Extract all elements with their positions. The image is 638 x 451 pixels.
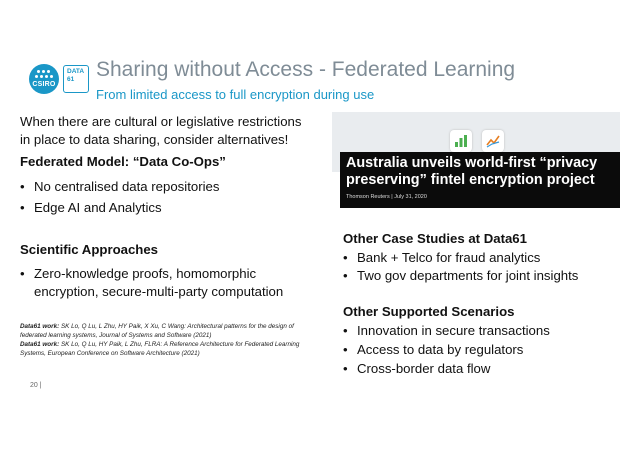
reference-2-text: SK Lo, Q Lu, HY Paik, L Zhu, FLRA: A Reference Architecture for Federated Learning Systems, European Conference on Software Architecture (2021) bbox=[20, 341, 300, 357]
reference-1 bbox=[20, 322, 320, 340]
scientific-bullet-text bbox=[34, 265, 283, 301]
scientific-bullet-line-1: Zero-knowledge proofs, homomorphic bbox=[34, 266, 257, 281]
reference-2 bbox=[20, 340, 320, 358]
intro-line-2: in place to data sharing, consider alternatives! bbox=[20, 132, 289, 147]
intro-text bbox=[20, 113, 340, 149]
bullet-icon: • bbox=[343, 342, 348, 357]
scientific-bullet bbox=[20, 265, 330, 301]
bullet-icon: • bbox=[343, 250, 348, 265]
news-headline-line-2: preserving” fintel encryption project bbox=[346, 172, 595, 188]
news-headline-banner bbox=[340, 152, 620, 208]
case-bullet-1-text: Bank + Telco for fraud analytics bbox=[357, 250, 541, 265]
data61-logo-line2: 61 bbox=[67, 76, 75, 83]
bullet-icon: • bbox=[20, 200, 25, 215]
bar-chart-icon bbox=[450, 130, 472, 152]
scientific-bullet-line-2: encryption, secure-multi-party computation bbox=[34, 284, 284, 299]
scenario-bullet-1-text: Innovation in secure transactions bbox=[357, 323, 550, 338]
federated-bullet-2 bbox=[20, 199, 162, 217]
csiro-dots-icon bbox=[35, 70, 53, 80]
reference-1-text: SK Lo, Q Lu, L Zhu, HY Paik, X Xu, C Wang: Architectural patterns for the design of federated learning systems, Journal of Systems and Software (2021) bbox=[20, 323, 294, 339]
scenarios-heading: Other Supported Scenarios bbox=[343, 304, 515, 319]
data61-logo bbox=[63, 65, 89, 93]
references bbox=[20, 322, 320, 358]
reference-2-label: Data61 work: bbox=[20, 341, 60, 348]
federated-heading: Federated Model: “Data Co-Ops” bbox=[20, 154, 226, 169]
page-number: 20 | bbox=[30, 382, 42, 389]
reference-1-label: Data61 work: bbox=[20, 323, 60, 330]
case-bullet-2 bbox=[343, 267, 578, 285]
scenario-bullet-2-text: Access to data by regulators bbox=[357, 342, 524, 357]
bullet-icon: • bbox=[20, 266, 25, 281]
case-bullet-1 bbox=[343, 249, 540, 267]
news-headline bbox=[346, 155, 620, 189]
bullet-icon: • bbox=[343, 323, 348, 338]
data61-logo-line1: DATA bbox=[67, 68, 85, 75]
news-headline-line-1: Australia unveils world-first “privacy bbox=[346, 155, 598, 171]
slide-subtitle: From limited access to full encryption during use bbox=[96, 87, 375, 102]
line-chart-icon bbox=[482, 130, 504, 152]
slide-title: Sharing without Access - Federated Learning bbox=[96, 58, 516, 81]
news-byline: Thomson Reuters | July 31, 2020 bbox=[346, 194, 427, 200]
scientific-heading: Scientific Approaches bbox=[20, 242, 159, 257]
federated-bullet-1 bbox=[20, 178, 219, 196]
bullet-icon: • bbox=[20, 179, 25, 194]
intro-line-1: When there are cultural or legislative restrictions bbox=[20, 114, 302, 129]
news-image bbox=[332, 112, 620, 208]
case-studies-heading: Other Case Studies at Data61 bbox=[343, 231, 527, 246]
scenario-bullet-3-text: Cross-border data flow bbox=[357, 361, 491, 376]
bullet-icon: • bbox=[343, 361, 348, 376]
bullet-icon: • bbox=[343, 268, 348, 283]
scenario-bullet-1 bbox=[343, 322, 550, 340]
csiro-logo-text: CSIRO bbox=[32, 81, 56, 88]
scenario-bullet-2 bbox=[343, 341, 523, 359]
scenario-bullet-3 bbox=[343, 360, 490, 378]
csiro-logo bbox=[29, 64, 59, 94]
federated-bullet-1-text: No centralised data repositories bbox=[34, 179, 220, 194]
case-bullet-2-text: Two gov departments for joint insights bbox=[357, 268, 579, 283]
federated-bullet-2-text: Edge AI and Analytics bbox=[34, 200, 162, 215]
